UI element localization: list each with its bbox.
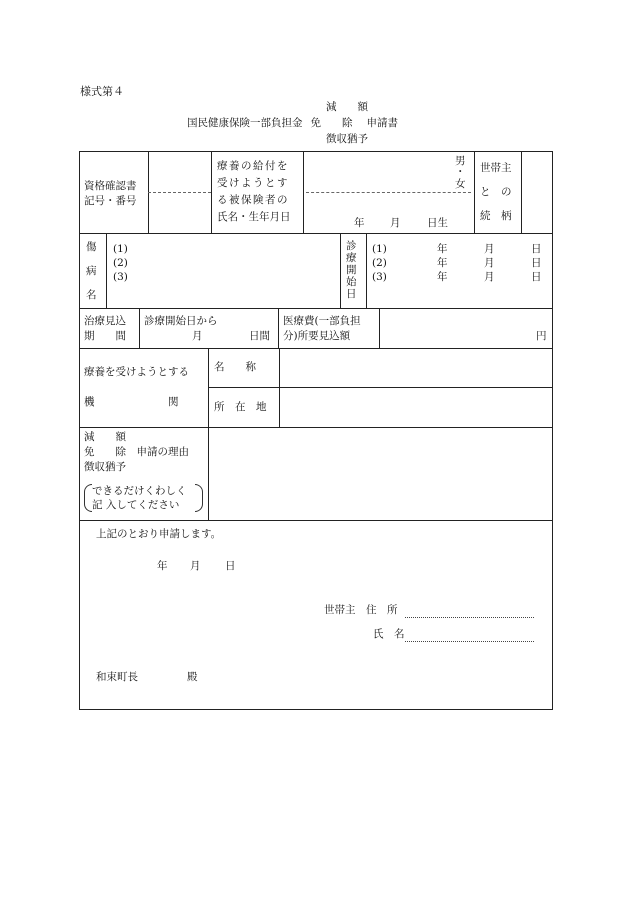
institution-address-field[interactable]	[281, 389, 551, 425]
cell-divider	[340, 233, 341, 308]
start-date-item-3[interactable]: (3)	[372, 271, 387, 283]
title-option-exemption: 免 除	[310, 117, 353, 129]
injury-item-2[interactable]: (2)	[113, 257, 128, 269]
relation-label-line-1: 世帯主	[480, 162, 512, 174]
note-open-bracket	[84, 484, 92, 512]
start-label-char: 日	[346, 288, 357, 300]
cert-label: 資格確認書	[84, 180, 137, 192]
injury-label-char: 病	[86, 265, 97, 277]
start-label-char: 療	[346, 252, 357, 264]
birth-day-label: 日生	[427, 217, 448, 229]
reason-field[interactable]	[210, 429, 551, 518]
start-label-char: 診	[346, 240, 357, 252]
cert-number-label: 記号・番号	[84, 195, 137, 207]
period-days-label[interactable]: 日間	[249, 330, 270, 342]
institution-label-line-1: 療養を受けようとする	[84, 366, 189, 378]
date-year-label: 年	[157, 560, 168, 572]
addressee: 和束町長	[96, 671, 138, 683]
start-year-label: 年	[437, 243, 448, 255]
cost-label-line-2: 分)所要見込額	[283, 330, 351, 342]
insured-name-field[interactable]	[306, 154, 446, 190]
gender-separator: ・	[455, 166, 466, 178]
cell-divider	[474, 151, 475, 233]
note-line-1: できるだけくわしく	[92, 485, 187, 497]
cost-amount-field[interactable]	[381, 310, 531, 346]
form-number: 様式第４	[80, 85, 124, 98]
row-divider	[79, 308, 553, 309]
reason-label-reduction: 減 額	[84, 431, 126, 443]
birth-year-label: 年	[354, 217, 365, 229]
start-day-label: 日	[531, 257, 542, 269]
institution-name-field[interactable]	[281, 350, 551, 386]
row-divider	[79, 348, 553, 349]
cell-divider	[208, 427, 209, 520]
start-label-char: 始	[346, 276, 357, 288]
injury-label-char: 名	[86, 289, 97, 301]
insured-name-dashed-divider	[306, 192, 471, 193]
start-day-label: 日	[531, 243, 542, 255]
declaration-text: 上記のとおり申請します。	[96, 528, 222, 540]
note-line-2: 記 入してください	[92, 499, 180, 511]
row-divider	[79, 233, 553, 234]
injury-item-1[interactable]: (1)	[113, 243, 128, 255]
cell-divider	[106, 233, 107, 308]
note-close-bracket	[195, 484, 203, 512]
cell-divider	[521, 151, 522, 233]
cell-divider	[211, 151, 212, 233]
birth-month-label: 月	[390, 217, 401, 229]
insured-label-line-4: 氏名・生年月日	[217, 211, 291, 223]
gender-female[interactable]: 女	[455, 178, 466, 190]
yen-label: 円	[536, 330, 547, 342]
cost-label-line-1: 医療費(一部負担	[283, 315, 361, 327]
insured-label-line-2: 受けようとす	[217, 177, 289, 189]
institution-name-label: 名 称	[214, 361, 256, 373]
reason-label-deferral: 徴収猶予	[84, 461, 126, 473]
start-year-label: 年	[437, 257, 448, 269]
row-divider	[79, 427, 553, 428]
address-line[interactable]	[405, 617, 534, 618]
injury-label-char: 傷	[86, 241, 97, 253]
period-from-start-label: 診療開始日から	[144, 315, 218, 327]
title-suffix: 申請書	[366, 117, 398, 129]
cell-divider	[139, 308, 140, 348]
cell-divider	[303, 151, 304, 233]
institution-address-label: 所 在 地	[214, 401, 267, 413]
insured-label-line-1: 療養の給付を	[217, 160, 289, 172]
start-label-char: 開	[346, 264, 357, 276]
relation-field[interactable]	[523, 154, 551, 230]
start-month-label: 月	[484, 243, 495, 255]
period-label-line-1: 治療見込	[84, 315, 126, 327]
institution-label-line-2: 機 関	[84, 396, 179, 408]
start-year-label: 年	[437, 271, 448, 283]
name-line[interactable]	[405, 641, 534, 642]
row-divider	[79, 520, 553, 521]
householder-address-label: 世帯主 住 所	[324, 604, 398, 616]
title-option-reduction: 減 額	[326, 101, 368, 113]
date-day-label: 日	[225, 560, 236, 572]
insured-label-line-3: る被保険者の	[217, 194, 289, 206]
relation-label-line-2: と の	[480, 186, 512, 198]
period-label-line-2: 期 間	[84, 330, 126, 342]
form-title	[187, 117, 398, 130]
start-month-label: 月	[484, 257, 495, 269]
row-divider	[208, 387, 553, 388]
injury-item-3[interactable]: (3)	[113, 271, 128, 283]
relation-label-line-3: 続 柄	[480, 210, 512, 222]
cert-number-field[interactable]	[150, 154, 209, 230]
householder-name-label: 氏 名	[373, 628, 405, 640]
start-date-item-2[interactable]: (2)	[372, 257, 387, 269]
title-option-deferral: 徴収猶予	[326, 133, 368, 145]
title-prefix: 国民健康保険一部負担金	[187, 117, 303, 129]
start-day-label: 日	[531, 271, 542, 283]
honorific: 殿	[187, 671, 198, 683]
cell-divider	[278, 308, 279, 348]
gender-male[interactable]: 男	[455, 155, 466, 167]
reason-label-exemption: 免 除 申請の理由	[84, 446, 189, 458]
cell-divider	[366, 233, 367, 308]
date-month-label: 月	[190, 560, 201, 572]
cell-divider	[379, 308, 380, 348]
start-date-item-1[interactable]: (1)	[372, 243, 387, 255]
period-months-label[interactable]: 月	[192, 330, 203, 342]
start-month-label: 月	[484, 271, 495, 283]
